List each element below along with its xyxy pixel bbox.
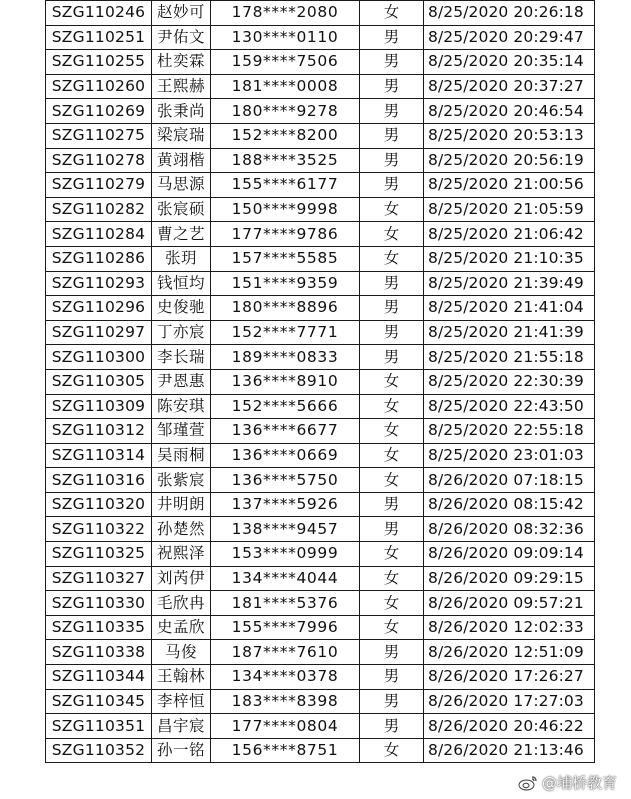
student-name-cell: 吴雨桐 xyxy=(152,443,211,468)
gender-cell: 女 xyxy=(360,591,424,616)
student-name-cell: 毛欣冉 xyxy=(152,591,211,616)
table-row xyxy=(46,25,595,50)
table-body xyxy=(46,1,595,763)
student-id-cell: SZG110352 xyxy=(46,738,152,763)
timestamp-cell: 8/25/2020 21:05:59 xyxy=(424,197,595,222)
timestamp-cell: 8/25/2020 21:41:39 xyxy=(424,320,595,345)
table-row xyxy=(46,345,595,370)
student-id-cell: SZG110246 xyxy=(46,1,152,26)
student-name-cell: 张玥 xyxy=(152,246,211,271)
gender-cell: 男 xyxy=(360,345,424,370)
student-id-cell: SZG110279 xyxy=(46,173,152,198)
gender-cell: 女 xyxy=(360,1,424,26)
gender-cell: 女 xyxy=(360,542,424,567)
student-name-cell: 曹之艺 xyxy=(152,222,211,247)
student-id-cell: SZG110300 xyxy=(46,345,152,370)
student-name-cell: 孙一铭 xyxy=(152,738,211,763)
gender-cell: 男 xyxy=(360,148,424,173)
student-name-cell: 张秉尚 xyxy=(152,99,211,124)
phone-cell: 187****7610 xyxy=(211,640,360,665)
timestamp-cell: 8/25/2020 20:53:13 xyxy=(424,123,595,148)
gender-cell: 男 xyxy=(360,492,424,517)
phone-cell: 137****5926 xyxy=(211,492,360,517)
phone-cell: 152****5666 xyxy=(211,394,360,419)
student-name-cell: 黄翊楷 xyxy=(152,148,211,173)
timestamp-cell: 8/25/2020 21:00:56 xyxy=(424,173,595,198)
student-name-cell: 王熙赫 xyxy=(152,74,211,99)
student-id-cell: SZG110344 xyxy=(46,665,152,690)
student-id-cell: SZG110330 xyxy=(46,591,152,616)
timestamp-cell: 8/26/2020 08:15:42 xyxy=(424,492,595,517)
student-id-cell: SZG110320 xyxy=(46,492,152,517)
student-name-cell: 尹佑文 xyxy=(152,25,211,50)
student-name-cell: 祝熙泽 xyxy=(152,542,211,567)
timestamp-cell: 8/25/2020 20:46:54 xyxy=(424,99,595,124)
gender-cell: 男 xyxy=(360,50,424,75)
student-name-cell: 邹瑾萱 xyxy=(152,419,211,444)
phone-cell: 181****0008 xyxy=(211,74,360,99)
phone-cell: 130****0110 xyxy=(211,25,360,50)
table-row xyxy=(46,443,595,468)
student-name-cell: 张紫宸 xyxy=(152,468,211,493)
gender-cell: 女 xyxy=(360,468,424,493)
phone-cell: 152****7771 xyxy=(211,320,360,345)
student-id-cell: SZG110335 xyxy=(46,615,152,640)
timestamp-cell: 8/26/2020 08:32:36 xyxy=(424,517,595,542)
phone-cell: 134****4044 xyxy=(211,566,360,591)
student-name-cell: 孙楚然 xyxy=(152,517,211,542)
gender-cell: 女 xyxy=(360,394,424,419)
timestamp-cell: 8/26/2020 17:26:27 xyxy=(424,665,595,690)
phone-cell: 152****8200 xyxy=(211,123,360,148)
student-name-cell: 王翰林 xyxy=(152,665,211,690)
table-row xyxy=(46,640,595,665)
table-row xyxy=(46,468,595,493)
gender-cell: 男 xyxy=(360,99,424,124)
gender-cell: 女 xyxy=(360,246,424,271)
student-id-cell: SZG110327 xyxy=(46,566,152,591)
timestamp-cell: 8/26/2020 12:51:09 xyxy=(424,640,595,665)
student-id-cell: SZG110314 xyxy=(46,443,152,468)
student-name-cell: 钱恒均 xyxy=(152,271,211,296)
timestamp-cell: 8/26/2020 17:27:03 xyxy=(424,689,595,714)
student-id-cell: SZG110305 xyxy=(46,369,152,394)
gender-cell: 男 xyxy=(360,517,424,542)
phone-cell: 151****9359 xyxy=(211,271,360,296)
phone-cell: 159****7506 xyxy=(211,50,360,75)
student-name-cell: 马思源 xyxy=(152,173,211,198)
phone-cell: 156****8751 xyxy=(211,738,360,763)
gender-cell: 女 xyxy=(360,566,424,591)
table-row xyxy=(46,591,595,616)
phone-cell: 178****2080 xyxy=(211,1,360,26)
student-id-cell: SZG110345 xyxy=(46,689,152,714)
phone-cell: 155****7996 xyxy=(211,615,360,640)
phone-cell: 136****6677 xyxy=(211,419,360,444)
student-name-cell: 李长瑞 xyxy=(152,345,211,370)
student-name-cell: 史孟欣 xyxy=(152,615,211,640)
gender-cell: 女 xyxy=(360,738,424,763)
student-id-cell: SZG110278 xyxy=(46,148,152,173)
student-id-cell: SZG110297 xyxy=(46,320,152,345)
student-name-cell: 杜奕霖 xyxy=(152,50,211,75)
student-id-cell: SZG110322 xyxy=(46,517,152,542)
student-id-cell: SZG110316 xyxy=(46,468,152,493)
student-name-cell: 张宸硕 xyxy=(152,197,211,222)
table-row xyxy=(46,296,595,321)
student-name-cell: 史俊驰 xyxy=(152,296,211,321)
timestamp-cell: 8/25/2020 20:56:19 xyxy=(424,148,595,173)
phone-cell: 138****9457 xyxy=(211,517,360,542)
timestamp-cell: 8/25/2020 23:01:03 xyxy=(424,443,595,468)
timestamp-cell: 8/25/2020 22:55:18 xyxy=(424,419,595,444)
student-id-cell: SZG110338 xyxy=(46,640,152,665)
table-row xyxy=(46,271,595,296)
timestamp-cell: 8/25/2020 21:10:35 xyxy=(424,246,595,271)
table-row xyxy=(46,615,595,640)
gender-cell: 女 xyxy=(360,615,424,640)
student-id-cell: SZG110284 xyxy=(46,222,152,247)
student-name-cell: 尹恩惠 xyxy=(152,369,211,394)
timestamp-cell: 8/25/2020 20:26:18 xyxy=(424,1,595,26)
student-name-cell: 刘芮伊 xyxy=(152,566,211,591)
student-name-cell: 昌宇宸 xyxy=(152,714,211,739)
gender-cell: 男 xyxy=(360,640,424,665)
timestamp-cell: 8/25/2020 21:55:18 xyxy=(424,345,595,370)
student-name-cell: 马俊 xyxy=(152,640,211,665)
student-id-cell: SZG110260 xyxy=(46,74,152,99)
student-id-cell: SZG110351 xyxy=(46,714,152,739)
phone-cell: 136****5750 xyxy=(211,468,360,493)
table-row xyxy=(46,419,595,444)
table-row xyxy=(46,738,595,763)
student-id-cell: SZG110286 xyxy=(46,246,152,271)
table-row xyxy=(46,665,595,690)
phone-cell: 177****0804 xyxy=(211,714,360,739)
gender-cell: 男 xyxy=(360,689,424,714)
phone-cell: 183****8398 xyxy=(211,689,360,714)
phone-cell: 157****5585 xyxy=(211,246,360,271)
timestamp-cell: 8/26/2020 20:46:22 xyxy=(424,714,595,739)
phone-cell: 153****0999 xyxy=(211,542,360,567)
gender-cell: 男 xyxy=(360,271,424,296)
table-row xyxy=(46,394,595,419)
table-row xyxy=(46,197,595,222)
timestamp-cell: 8/26/2020 21:13:46 xyxy=(424,738,595,763)
student-name-cell: 梁宸瑞 xyxy=(152,123,211,148)
student-name-cell: 井明朗 xyxy=(152,492,211,517)
timestamp-cell: 8/25/2020 21:41:04 xyxy=(424,296,595,321)
student-name-cell: 赵妙可 xyxy=(152,1,211,26)
phone-cell: 189****0833 xyxy=(211,345,360,370)
table-row xyxy=(46,689,595,714)
gender-cell: 男 xyxy=(360,320,424,345)
gender-cell: 女 xyxy=(360,419,424,444)
student-id-cell: SZG110296 xyxy=(46,296,152,321)
student-name-cell: 陈安琪 xyxy=(152,394,211,419)
phone-cell: 155****6177 xyxy=(211,173,360,198)
student-id-cell: SZG110312 xyxy=(46,419,152,444)
student-id-cell: SZG110255 xyxy=(46,50,152,75)
timestamp-cell: 8/26/2020 12:02:33 xyxy=(424,615,595,640)
gender-cell: 男 xyxy=(360,123,424,148)
table-row xyxy=(46,148,595,173)
table-row xyxy=(46,50,595,75)
timestamp-cell: 8/25/2020 20:37:27 xyxy=(424,74,595,99)
gender-cell: 男 xyxy=(360,665,424,690)
table-row xyxy=(46,222,595,247)
gender-cell: 女 xyxy=(360,197,424,222)
phone-cell: 181****5376 xyxy=(211,591,360,616)
student-id-cell: SZG110325 xyxy=(46,542,152,567)
phone-cell: 136****8910 xyxy=(211,369,360,394)
table-row xyxy=(46,542,595,567)
timestamp-cell: 8/25/2020 21:39:49 xyxy=(424,271,595,296)
gender-cell: 男 xyxy=(360,74,424,99)
student-name-cell: 李梓恒 xyxy=(152,689,211,714)
gender-cell: 女 xyxy=(360,222,424,247)
timestamp-cell: 8/26/2020 09:29:15 xyxy=(424,566,595,591)
gender-cell: 女 xyxy=(360,369,424,394)
timestamp-cell: 8/25/2020 21:06:42 xyxy=(424,222,595,247)
student-id-cell: SZG110269 xyxy=(46,99,152,124)
gender-cell: 女 xyxy=(360,443,424,468)
phone-cell: 136****0669 xyxy=(211,443,360,468)
phone-cell: 150****9998 xyxy=(211,197,360,222)
phone-cell: 134****0378 xyxy=(211,665,360,690)
timestamp-cell: 8/26/2020 09:09:14 xyxy=(424,542,595,567)
weibo-icon xyxy=(518,775,538,791)
phone-cell: 180****9278 xyxy=(211,99,360,124)
timestamp-cell: 8/25/2020 20:35:14 xyxy=(424,50,595,75)
table-row xyxy=(46,99,595,124)
table-row xyxy=(46,74,595,99)
phone-cell: 188****3525 xyxy=(211,148,360,173)
phone-cell: 180****8896 xyxy=(211,296,360,321)
phone-cell: 177****9786 xyxy=(211,222,360,247)
table-row xyxy=(46,566,595,591)
student-id-cell: SZG110293 xyxy=(46,271,152,296)
timestamp-cell: 8/26/2020 07:18:15 xyxy=(424,468,595,493)
table-row xyxy=(46,1,595,26)
table-row xyxy=(46,320,595,345)
student-id-cell: SZG110251 xyxy=(46,25,152,50)
table-row xyxy=(46,517,595,542)
table-row xyxy=(46,123,595,148)
student-id-cell: SZG110309 xyxy=(46,394,152,419)
timestamp-cell: 8/25/2020 20:29:47 xyxy=(424,25,595,50)
gender-cell: 男 xyxy=(360,25,424,50)
table-row xyxy=(46,714,595,739)
student-id-cell: SZG110275 xyxy=(46,123,152,148)
gender-cell: 男 xyxy=(360,173,424,198)
watermark-text: @埔桥教育 xyxy=(541,774,617,792)
table-row xyxy=(46,369,595,394)
registration-table xyxy=(45,0,595,763)
gender-cell: 男 xyxy=(360,714,424,739)
student-name-cell: 丁亦宸 xyxy=(152,320,211,345)
student-id-cell: SZG110282 xyxy=(46,197,152,222)
table-row xyxy=(46,492,595,517)
timestamp-cell: 8/26/2020 09:57:21 xyxy=(424,591,595,616)
timestamp-cell: 8/25/2020 22:30:39 xyxy=(424,369,595,394)
table-row xyxy=(46,246,595,271)
gender-cell: 男 xyxy=(360,296,424,321)
timestamp-cell: 8/25/2020 22:43:50 xyxy=(424,394,595,419)
watermark xyxy=(518,772,617,793)
table-row xyxy=(46,173,595,198)
